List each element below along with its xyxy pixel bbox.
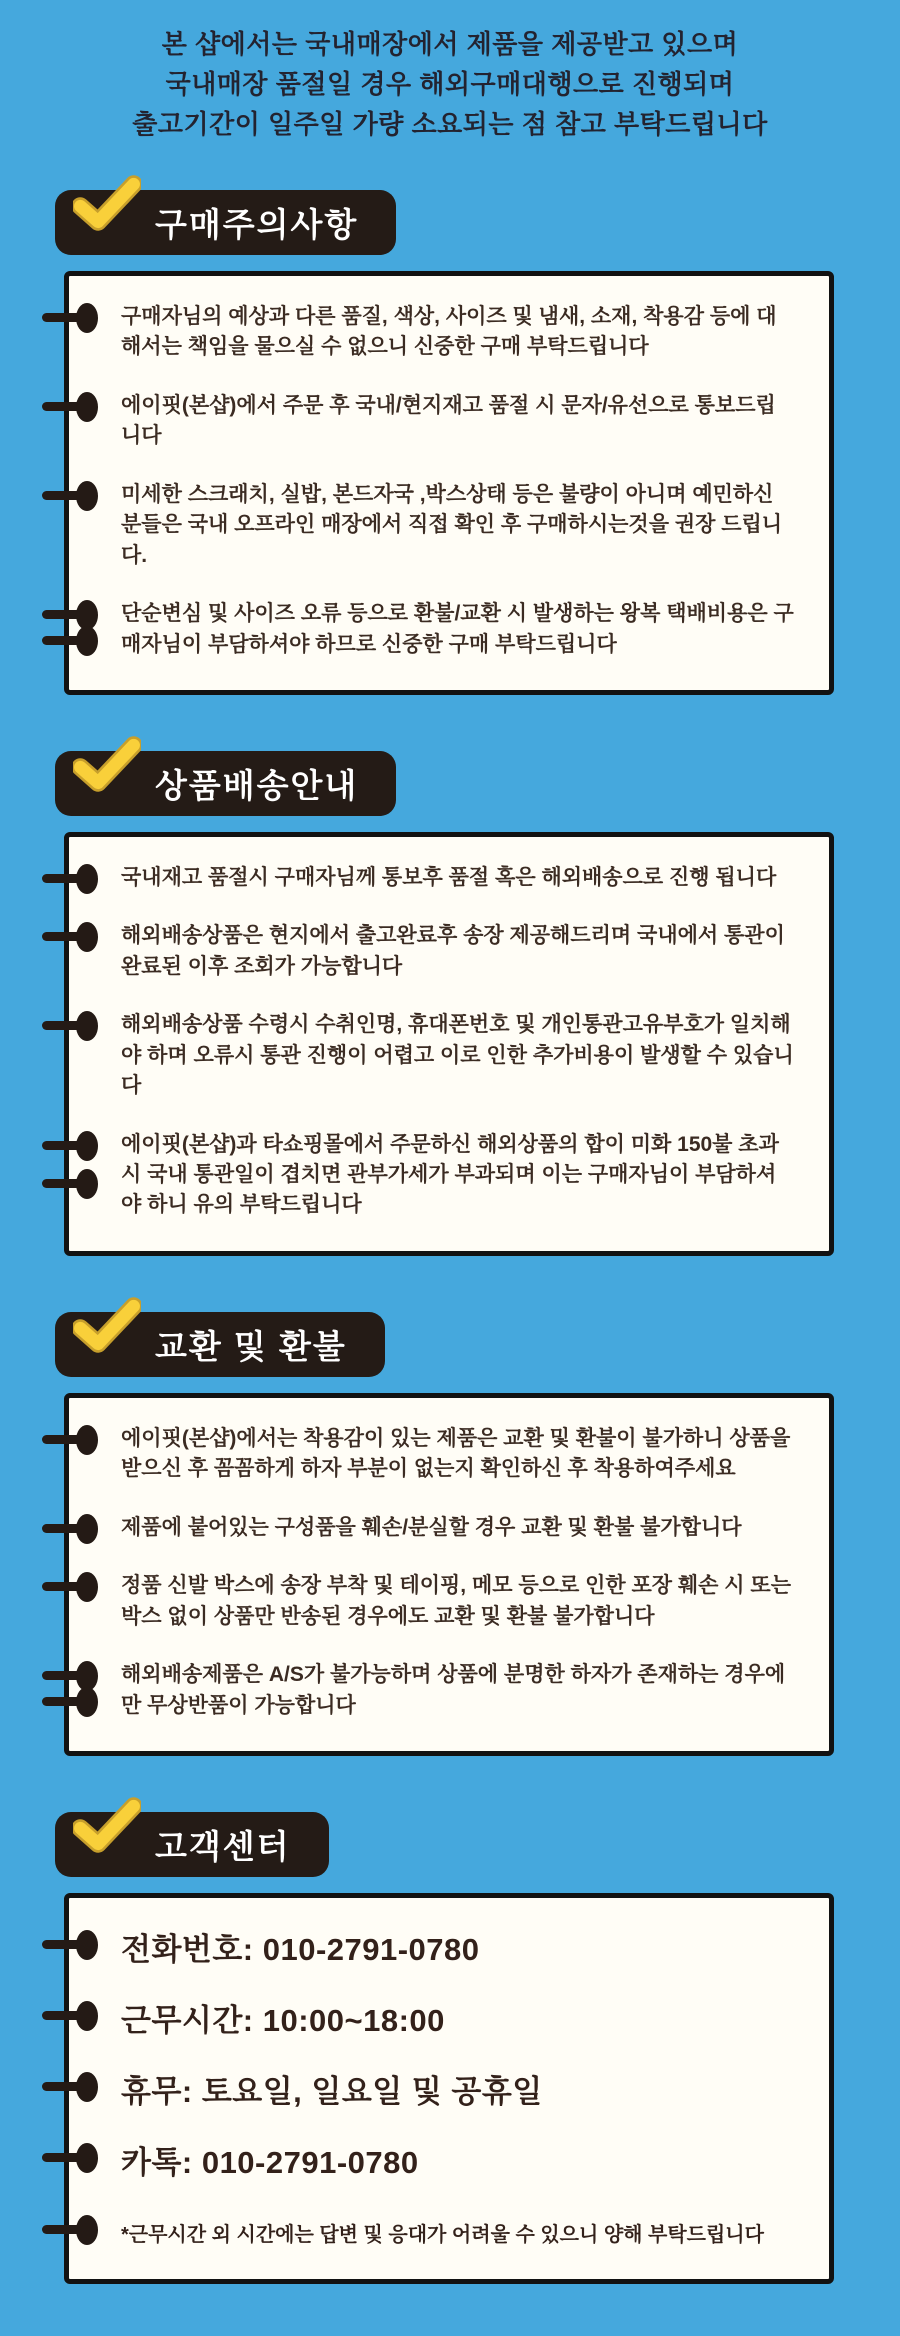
list-item [121,1571,795,1632]
pin-icon [42,1514,98,1544]
section-title: 상품배송안내 [155,766,359,804]
contact-note [121,2218,795,2247]
pin-icon [42,864,98,894]
list-item-text: 단순변심 및 사이즈 오류 등으로 환불/교환 시 발생하는 왕복 택배비용은 구매자님이 부담하셔야 하므로 신중한 구매 부탁드립니다 [121,602,794,656]
notes-box [64,1393,834,1756]
pin-icon [42,1425,98,1455]
notice-line-2: 국내매장 품절일 경우 해외구매대행으로 진행되며 [165,69,735,99]
list-item-text: 미세한 스크래치, 실밥, 본드자국 ,박스상태 등은 불량이 아니며 예민하신 분들은 국내 오프라인 매장에서 직접 확인 후 구매하시는것을 권장 드립니다. [121,482,783,567]
list-item [121,302,795,363]
list-item-text: 제품에 붙어있는 구성품을 훼손/분실할 경우 교환 및 환불 불가합니다 [121,1515,742,1539]
pin-icon [42,1169,98,1199]
section-title-badge [55,751,396,816]
pin-icon [42,1687,98,1717]
pin-icon [42,392,98,422]
pin-icon [42,2215,98,2245]
section-header [55,1812,900,1877]
list-item [121,480,795,571]
list-item-text: 정품 신발 박스에 송장 부착 및 테이핑, 메모 등으로 인한 포장 훼손 시 또는 박스 없이 상품만 반송된 경우에도 교환 및 환불 불가합니다 [121,1574,791,1628]
checkmark-icon [73,736,141,792]
section-exchange-refund [0,1312,900,1756]
contact-box [64,1893,834,2284]
notes-box [64,832,834,1256]
checkmark-icon [73,1297,141,1353]
notice-line-3: 출고기간이 일주일 가량 소요되는 점 참고 부탁드립니다 [132,109,768,139]
checkmark-icon [73,1797,141,1853]
top-notice [0,0,900,144]
pin-icon [42,626,98,656]
contact-days-off-text: 휴무: 토요일, 일요일 및 공휴일 [121,2073,543,2109]
list-item [121,1660,795,1721]
section-title-badge [55,1812,329,1877]
list-item [121,1424,795,1485]
list-item [121,1130,795,1221]
list-item [121,921,795,982]
pin-icon [42,1930,98,1960]
pin-icon [42,600,98,630]
contact-kakao [121,2137,795,2182]
pin-icon [42,1011,98,1041]
checkmark-icon [73,175,141,231]
contact-kakao-text: 카톡: 010-2791-0780 [121,2144,419,2180]
contact-days-off [121,2066,795,2111]
section-shipping-info [0,751,900,1256]
list-item-text: 에이핏(본샵)에서는 착용감이 있는 제품은 교환 및 환불이 불가하니 상품을 받으신 후 꼼꼼하게 하자 부분이 없는지 확인하신 후 착용하여주세요 [121,1426,791,1481]
pin-icon [42,303,98,333]
contact-phone-text: 전화번호: 010-2791-0780 [121,1931,480,1967]
list-item-text: 구매자님의 예상과 다른 품질, 색상, 사이즈 및 냄새, 소재, 착용감 등에 대해서는 책임을 물으실 수 없으니 신중한 구매 부탁드립니다 [121,305,777,359]
list-item-text: 해외배송제품은 A/S가 불가능하며 상품에 분명한 하자가 존재하는 경우에만 무상반품이 가능합니다 [121,1663,786,1717]
section-title-badge [55,190,396,255]
bottom-spacer [0,2284,900,2336]
notice-line-1: 본 샵에서는 국내매장에서 제품을 제공받고 있으며 [161,29,739,59]
section-header [55,1312,900,1377]
contact-hours-text: 근무시간: 10:00~18:00 [121,2002,445,2038]
section-customer-center [0,1812,900,2284]
list-item-text: 해외배송상품은 현지에서 출고완료후 송장 제공해드리며 국내에서 통관이 완료된 이후 조회가 가능합니다 [121,924,785,978]
pin-icon [42,2001,98,2031]
list-item [121,1513,795,1543]
pin-icon [42,1131,98,1161]
list-item-text: 에이핏(본샵)과 타쇼핑몰에서 주문하신 해외상품의 합이 미화 150불 초과시 국내 통관일이 겹치면 관부가세가 부과되며 이는 구매자님이 부담하셔야 하니 유의 부탁드립니다 [121,1132,779,1217]
section-title: 교환 및 환불 [155,1327,347,1365]
pin-icon [42,2143,98,2173]
contact-phone [121,1924,795,1969]
pin-icon [42,922,98,952]
notes-box [64,271,834,695]
list-item-text: 국내재고 품절시 구매자님께 통보후 품절 혹은 해외배송으로 진행 됩니다 [121,865,777,889]
list-item [121,391,795,452]
section-title: 구매주의사항 [155,206,359,243]
pin-icon [42,1661,98,1691]
list-item-text: 해외배송상품 수령시 수취인명, 휴대폰번호 및 개인통관고유부호가 일치해야 하며 오류시 통관 진행이 어렵고 이로 인한 추가비용이 발생할 수 있습니다 [121,1013,794,1098]
section-header [55,751,900,816]
section-title: 고객센터 [155,1827,291,1865]
section-header [55,190,900,255]
section-purchase-precautions [0,190,900,695]
list-item [121,863,795,893]
pin-icon [42,481,98,511]
pin-icon [42,2072,98,2102]
contact-hours [121,1995,795,2040]
list-item [121,599,795,660]
list-item [121,1010,795,1101]
contact-note-text: *근무시간 외 시간에는 답변 및 응대가 어려울 수 있으니 양해 부탁드립니다 [121,2223,764,2246]
section-title-badge [55,1312,385,1377]
pin-icon [42,1572,98,1602]
list-item-text: 에이핏(본샵)에서 주문 후 국내/현지재고 품절 시 문자/유선으로 통보드립니다 [121,393,776,448]
